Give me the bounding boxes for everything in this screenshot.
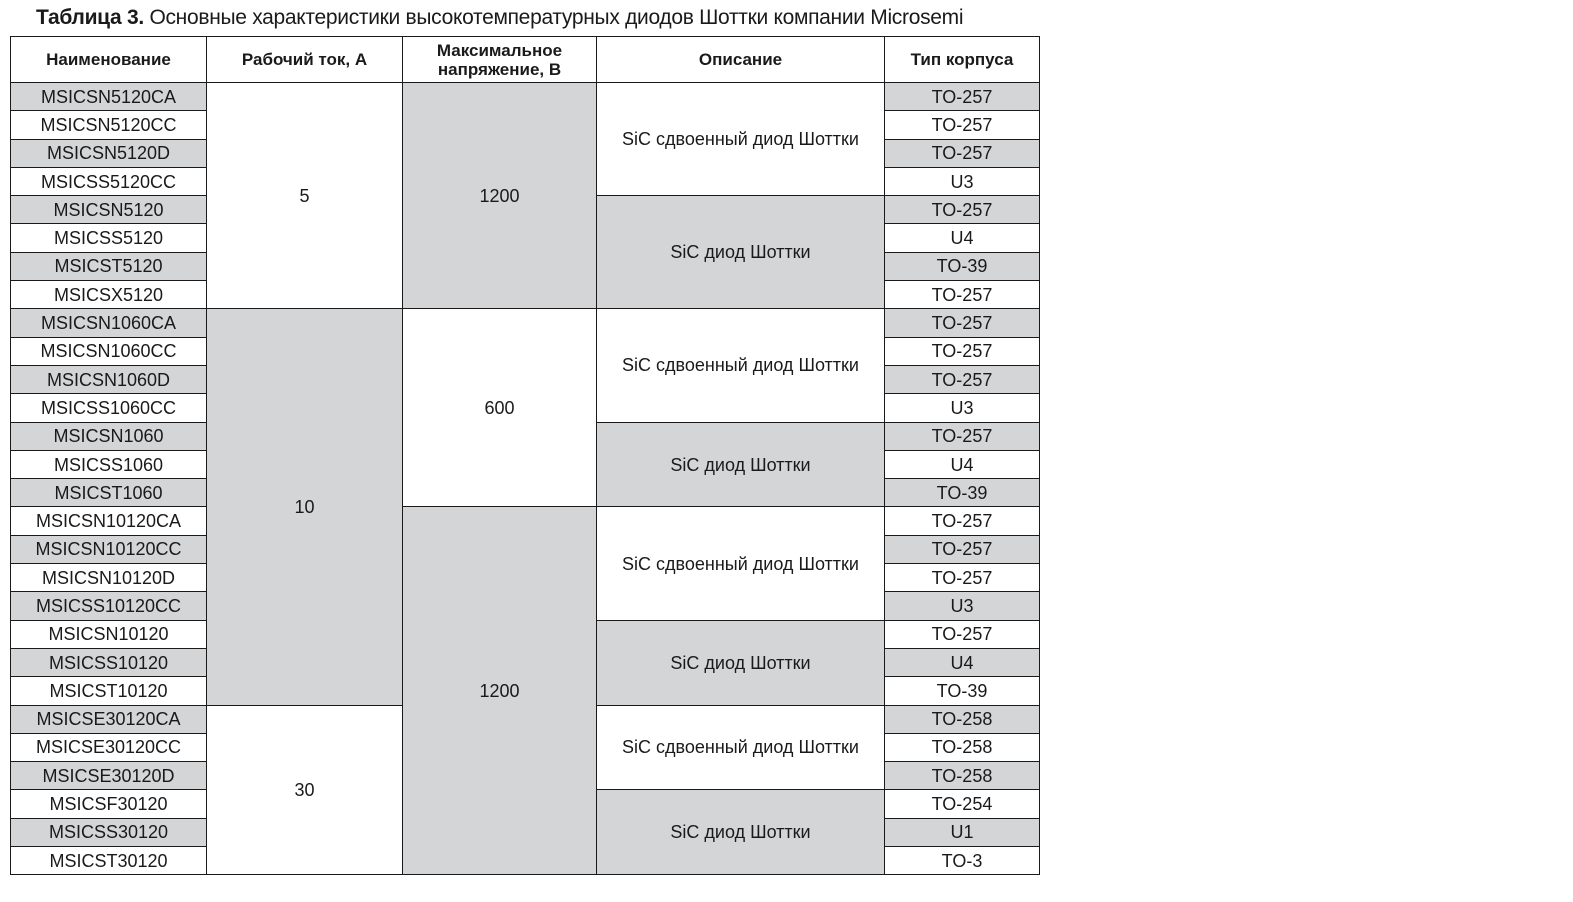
package-cell: TO-258 [885,705,1040,733]
current-cell: 30 [207,705,403,875]
diode-spec-table [10,36,1040,875]
package-cell: U3 [885,394,1040,422]
part-name-cell: MSICSE30120D [11,762,207,790]
header-voltage [403,37,597,83]
part-name-cell: MSICST10120 [11,677,207,705]
package-cell: TO-39 [885,479,1040,507]
part-name-cell: MSICSE30120CC [11,733,207,761]
package-cell: TO-39 [885,677,1040,705]
part-name-cell: MSICSF30120 [11,790,207,818]
part-name-cell: MSICSE30120CA [11,705,207,733]
current-cell: 10 [207,309,403,705]
description-cell: SiC диод Шоттки [597,196,885,309]
package-cell: TO-257 [885,564,1040,592]
package-cell: TO-3 [885,847,1040,875]
header-row [11,37,1040,83]
package-cell: TO-258 [885,733,1040,761]
description-cell: SiC сдвоенный диод Шоттки [597,83,885,196]
voltage-cell: 1200 [403,507,597,875]
table-row [11,309,1040,337]
part-name-cell: MSICSN10120CC [11,535,207,563]
package-cell: TO-257 [885,337,1040,365]
description-cell: SiC диод Шоттки [597,790,885,875]
package-cell: TO-257 [885,281,1040,309]
description-cell: SiC сдвоенный диод Шоттки [597,309,885,422]
table-caption-label: Таблица 3. [36,6,144,29]
description-cell: SiC диод Шоттки [597,620,885,705]
package-cell: TO-257 [885,535,1040,563]
package-cell: TO-257 [885,83,1040,111]
header-package: Тип корпуса [885,37,1040,83]
package-cell: U4 [885,224,1040,252]
header-voltage-line1: Максимальное [436,40,563,60]
part-name-cell: MSICSN10120 [11,620,207,648]
part-name-cell: MSICST30120 [11,847,207,875]
package-cell: U3 [885,592,1040,620]
package-cell: U4 [885,648,1040,676]
part-name-cell: MSICSN10120D [11,564,207,592]
package-cell: TO-257 [885,139,1040,167]
package-cell: TO-258 [885,762,1040,790]
part-name-cell: MSICSS1060 [11,450,207,478]
part-name-cell: MSICSN5120 [11,196,207,224]
part-name-cell: MSICSN5120D [11,139,207,167]
package-cell: TO-257 [885,309,1040,337]
part-name-cell: MSICSN1060 [11,422,207,450]
part-name-cell: MSICST5120 [11,252,207,280]
table-caption-text: Основные характеристики высокотемпературных диодов Шоттки компании Microsemi [149,6,964,29]
package-cell: TO-39 [885,252,1040,280]
package-cell: U1 [885,818,1040,846]
header-voltage-line2: напряжение, В [437,59,562,79]
part-name-cell: MSICSX5120 [11,281,207,309]
package-cell: TO-257 [885,196,1040,224]
package-cell: TO-254 [885,790,1040,818]
part-name-cell: MSICSS30120 [11,818,207,846]
header-current: Рабочий ток, А [207,37,403,83]
part-name-cell: MSICSN1060D [11,365,207,393]
description-cell: SiC диод Шоттки [597,422,885,507]
part-name-cell: MSICSS10120 [11,648,207,676]
table-row [11,507,1040,535]
part-name-cell: MSICSN5120CC [11,111,207,139]
package-cell: TO-257 [885,111,1040,139]
package-cell: TO-257 [885,620,1040,648]
part-name-cell: MSICSS5120 [11,224,207,252]
package-cell: U4 [885,450,1040,478]
package-cell: TO-257 [885,365,1040,393]
part-name-cell: MSICSN10120CA [11,507,207,535]
part-name-cell: MSICSN1060CA [11,309,207,337]
table-row [11,83,1040,111]
package-cell: TO-257 [885,507,1040,535]
voltage-cell: 1200 [403,83,597,309]
part-name-cell: MSICSS5120CC [11,167,207,195]
package-cell: TO-257 [885,422,1040,450]
part-name-cell: MSICSS1060CC [11,394,207,422]
part-name-cell: MSICSN1060CC [11,337,207,365]
part-name-cell: MSICSS10120CC [11,592,207,620]
table-caption [36,4,963,32]
header-description: Описание [597,37,885,83]
part-name-cell: MSICSN5120CA [11,83,207,111]
description-cell: SiC сдвоенный диод Шоттки [597,507,885,620]
part-name-cell: MSICST1060 [11,479,207,507]
voltage-cell: 600 [403,309,597,507]
header-name: Наименование [11,37,207,83]
current-cell: 5 [207,83,403,309]
package-cell: U3 [885,167,1040,195]
description-cell: SiC сдвоенный диод Шоттки [597,705,885,790]
